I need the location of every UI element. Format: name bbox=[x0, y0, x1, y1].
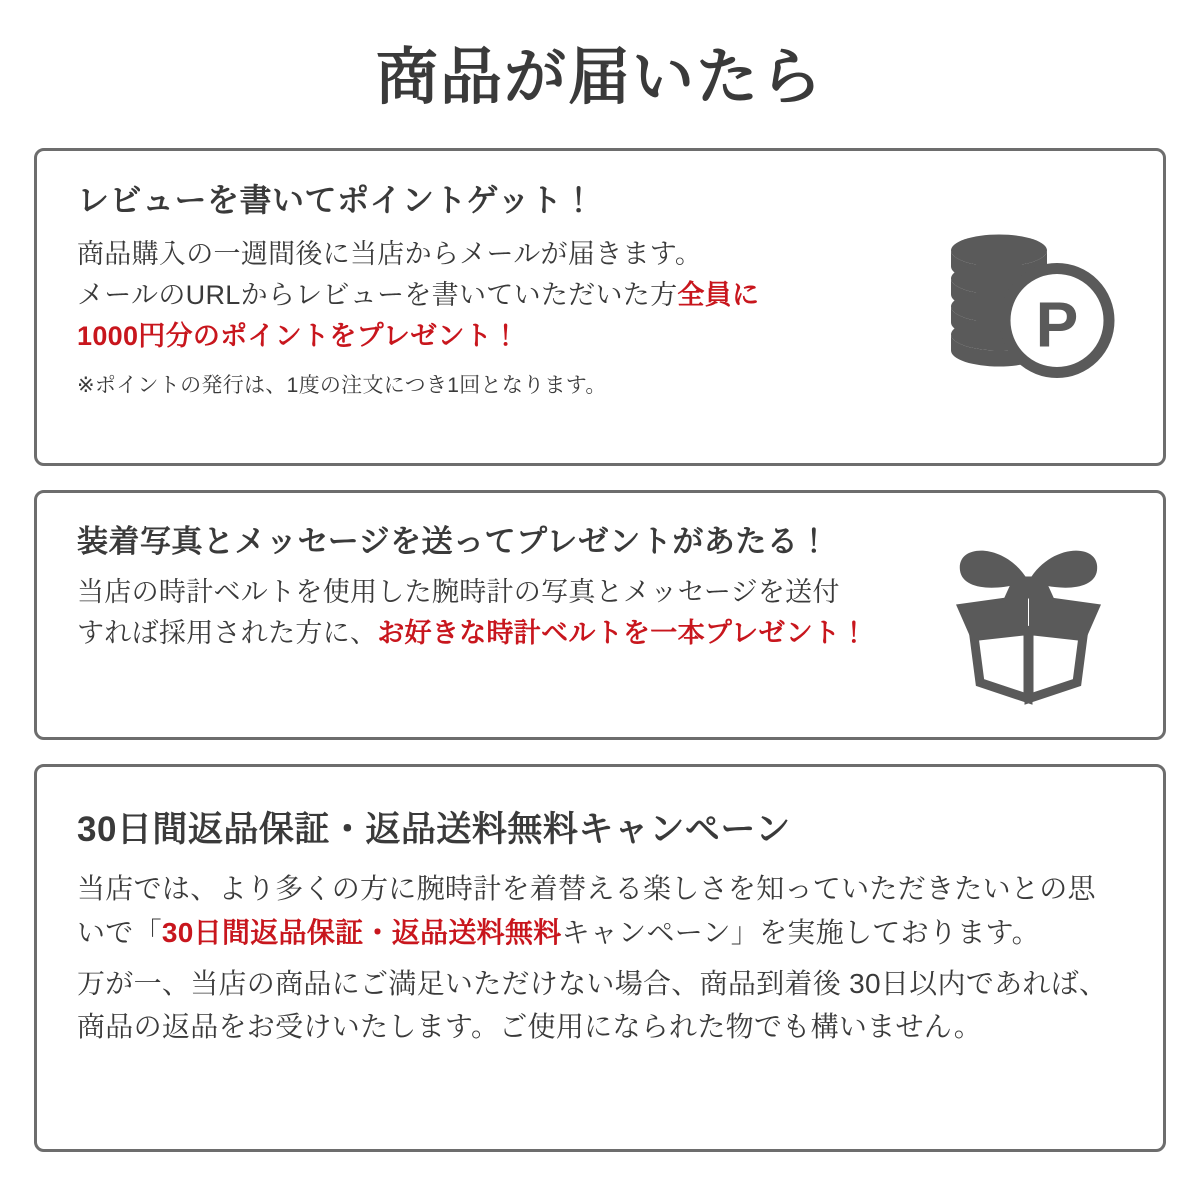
card-review-line2-highlight: 全員に bbox=[677, 279, 760, 310]
card-present-heading: 装着写真とメッセージを送ってプレゼントがあたる！ bbox=[77, 524, 830, 560]
card-present bbox=[34, 490, 1166, 740]
card-return-p1-b: キャンペーン」を実施しております。 bbox=[561, 916, 1040, 948]
card-present-line1: 当店の時計ベルトを使用した腕時計の写真とメッセージを送付 bbox=[77, 577, 840, 608]
card-return bbox=[34, 764, 1166, 1152]
card-present-line2-highlight: お好きな時計ベルトを一本プレゼント！ bbox=[377, 618, 868, 649]
card-return-paragraph-2: 万が一、当店の商品にご満足いただけない場合、商品到着後 30日以内であれば、商品の返品をお受けいたします。ご使用になられた物でも構いません。 bbox=[77, 967, 1108, 1043]
card-review bbox=[34, 148, 1166, 466]
card-review-line2-plain: メールのURLからレビューを書いていただいた方 bbox=[77, 279, 678, 310]
card-return-heading: 30日間返品保証・返品送料無料キャンペーン bbox=[77, 810, 791, 850]
card-review-line3-highlight: 1000円分のポイントをプレゼント！ bbox=[77, 320, 520, 351]
card-return-content bbox=[37, 767, 1163, 1049]
card-present-body bbox=[77, 572, 953, 654]
card-review-heading: レビューを書いてポイントゲット！ bbox=[77, 182, 596, 219]
card-review-note: ※ポイントの発行は、1度の注文につき1回となります。 bbox=[77, 373, 607, 397]
gift-box-icon bbox=[936, 533, 1121, 708]
card-review-line1: 商品購入の一週間後に当店からメールが届きます。 bbox=[77, 238, 703, 269]
page-title: 商品が届いたら bbox=[375, 43, 824, 112]
card-return-paragraph-1 bbox=[77, 867, 1123, 954]
card-return-p1-a: 当店では、より多くの方に腕時計を着替える楽しさを知っていただきたいとの思いで「 bbox=[77, 873, 1096, 948]
card-return-p1-highlight: 30日間返品保証・返品送料無料 bbox=[161, 916, 562, 948]
coins-point-icon bbox=[927, 225, 1117, 390]
card-present-line2-plain: すれば採用された方に、 bbox=[77, 618, 378, 649]
svg-text:P: P bbox=[1035, 288, 1079, 361]
card-review-body bbox=[77, 234, 913, 357]
